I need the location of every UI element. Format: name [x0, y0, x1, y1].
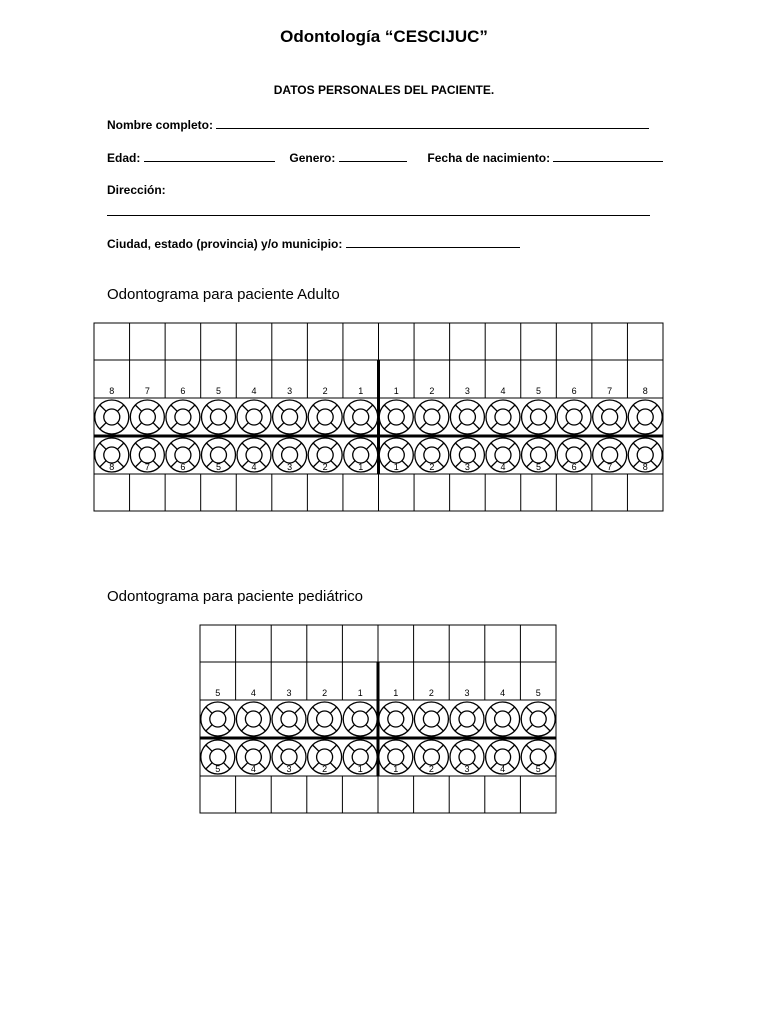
adult-tooth-number-lower: 3: [464, 462, 470, 472]
adult-tooth-upper[interactable]: [628, 400, 662, 434]
pediatric-odontogram-title: Odontograma para paciente pediátrico: [107, 588, 363, 605]
adult-tooth-number-upper: 2: [322, 386, 328, 396]
adult-tooth-number-upper: 7: [144, 386, 150, 396]
adult-tooth-number-lower: 8: [109, 462, 115, 472]
adult-tooth-upper[interactable]: [273, 400, 307, 434]
adult-tooth-upper[interactable]: [486, 400, 520, 434]
adult-tooth-number-upper: 8: [109, 386, 115, 396]
adult-tooth-upper[interactable]: [593, 400, 627, 434]
pediatric-tooth-number-lower: 4: [250, 764, 256, 774]
adult-tooth-number-lower: 1: [358, 462, 364, 472]
adult-tooth-number-lower: 3: [287, 462, 293, 472]
pediatric-tooth-number-upper: 4: [250, 688, 256, 698]
adult-tooth-upper[interactable]: [95, 400, 129, 434]
adult-tooth-number-upper: 1: [393, 386, 399, 396]
adult-tooth-number-upper: 3: [287, 386, 293, 396]
pediatric-tooth-number-lower: 4: [500, 764, 506, 774]
adult-tooth-number-upper: 8: [642, 386, 648, 396]
adult-tooth-number-lower: 7: [144, 462, 150, 472]
adult-odontogram: [94, 323, 663, 511]
adult-tooth-upper[interactable]: [308, 400, 342, 434]
pediatric-tooth-number-lower: 1: [357, 764, 363, 774]
adult-tooth-upper[interactable]: [522, 400, 556, 434]
pediatric-odontogram: [200, 625, 556, 813]
pediatric-tooth-number-upper: 4: [500, 688, 506, 698]
adult-tooth-number-lower: 4: [251, 462, 257, 472]
adult-tooth-number-upper: 2: [429, 386, 435, 396]
pediatric-tooth-number-upper: 5: [535, 688, 541, 698]
pediatric-tooth-upper[interactable]: [450, 702, 484, 736]
adult-tooth-number-lower: 4: [500, 462, 506, 472]
pediatric-tooth-upper[interactable]: [236, 702, 270, 736]
direccion-label: Dirección:: [107, 183, 166, 197]
adult-tooth-number-lower: 8: [642, 462, 648, 472]
pediatric-tooth-upper[interactable]: [486, 702, 520, 736]
pediatric-tooth-number-lower: 3: [464, 764, 470, 774]
pediatric-tooth-upper[interactable]: [272, 702, 306, 736]
adult-tooth-upper[interactable]: [237, 400, 271, 434]
adult-tooth-number-lower: 2: [429, 462, 435, 472]
adult-tooth-number-upper: 7: [607, 386, 613, 396]
adult-tooth-upper[interactable]: [415, 400, 449, 434]
pediatric-tooth-number-lower: 5: [215, 764, 221, 774]
pediatric-tooth-number-upper: 2: [428, 688, 434, 698]
adult-tooth-upper[interactable]: [379, 400, 413, 434]
edad-label: Edad:: [107, 151, 141, 165]
adult-tooth-upper[interactable]: [201, 400, 235, 434]
adult-tooth-number-upper: 4: [251, 386, 257, 396]
adult-tooth-number-upper: 5: [215, 386, 221, 396]
pediatric-tooth-number-upper: 1: [393, 688, 399, 698]
pediatric-tooth-number-lower: 1: [393, 764, 399, 774]
pediatric-tooth-number-lower: 2: [322, 764, 328, 774]
pediatric-tooth-number-upper: 2: [322, 688, 328, 698]
pediatric-tooth-number-lower: 3: [286, 764, 292, 774]
pediatric-tooth-upper[interactable]: [308, 702, 342, 736]
pediatric-tooth-number-upper: 5: [215, 688, 221, 698]
genero-label: Genero:: [289, 151, 336, 165]
adult-tooth-number-upper: 5: [536, 386, 542, 396]
adult-tooth-number-upper: 3: [464, 386, 470, 396]
adult-odontogram-title: Odontograma para paciente Adulto: [107, 286, 340, 303]
pediatric-tooth-number-upper: 3: [464, 688, 470, 698]
adult-tooth-upper[interactable]: [557, 400, 591, 434]
adult-tooth-number-lower: 1: [393, 462, 399, 472]
document-title: Odontología “CESCIJUC”: [280, 27, 488, 46]
adult-tooth-number-upper: 4: [500, 386, 506, 396]
pediatric-tooth-upper[interactable]: [414, 702, 448, 736]
adult-tooth-number-upper: 6: [180, 386, 186, 396]
adult-tooth-upper[interactable]: [130, 400, 164, 434]
adult-tooth-number-lower: 2: [322, 462, 328, 472]
pediatric-tooth-upper[interactable]: [379, 702, 413, 736]
adult-tooth-number-lower: 7: [607, 462, 613, 472]
fecha-label: Fecha de nacimiento:: [427, 151, 551, 165]
pediatric-tooth-number-upper: 1: [357, 688, 363, 698]
adult-tooth-upper[interactable]: [166, 400, 200, 434]
adult-tooth-number-upper: 1: [358, 386, 364, 396]
pediatric-tooth-number-lower: 2: [428, 764, 434, 774]
adult-tooth-number-upper: 6: [571, 386, 577, 396]
pediatric-tooth-upper[interactable]: [521, 702, 555, 736]
adult-tooth-number-lower: 6: [571, 462, 577, 472]
pediatric-tooth-upper[interactable]: [201, 702, 235, 736]
adult-tooth-number-lower: 5: [536, 462, 542, 472]
pediatric-tooth-number-lower: 5: [535, 764, 541, 774]
adult-tooth-number-lower: 6: [180, 462, 186, 472]
pediatric-tooth-upper[interactable]: [343, 702, 377, 736]
adult-tooth-upper[interactable]: [450, 400, 484, 434]
ciudad-label: Ciudad, estado (provincia) y/o municipio:: [107, 237, 343, 251]
pediatric-tooth-number-upper: 3: [286, 688, 292, 698]
adult-tooth-upper[interactable]: [344, 400, 378, 434]
section-subtitle: DATOS PERSONALES DEL PACIENTE.: [273, 83, 495, 97]
adult-tooth-number-lower: 5: [215, 462, 221, 472]
nombre-label: Nombre completo:: [107, 118, 214, 132]
